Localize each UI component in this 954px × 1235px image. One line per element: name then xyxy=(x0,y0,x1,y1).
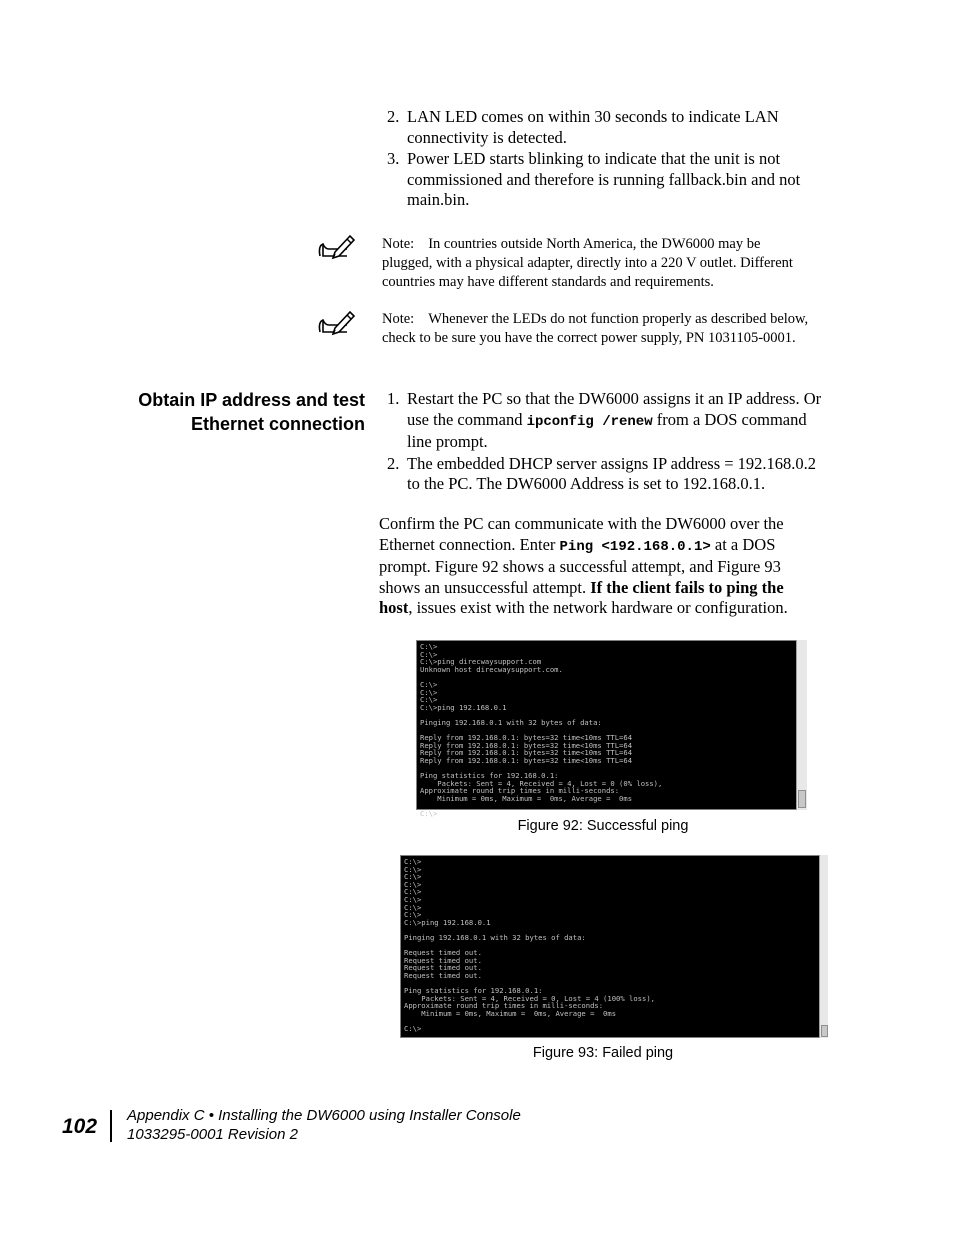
console-output xyxy=(404,858,819,1033)
footer-divider xyxy=(110,1110,112,1142)
console-line: Request timed out. xyxy=(404,963,482,973)
console-line: C:\> xyxy=(404,910,422,920)
console-scrollbar xyxy=(819,855,828,1038)
console-line: C:\> xyxy=(404,1024,422,1034)
console-line: C:\>ping 192.168.0.1 xyxy=(420,702,507,712)
console-screenshot-failed-ping xyxy=(400,855,820,1038)
console-line: C:\> xyxy=(404,879,422,889)
paragraph-text: Confirm the PC can communicate with the DW6000 over the Ethernet connection. Enter xyxy=(379,514,784,554)
note-label: Note: xyxy=(382,311,415,327)
section-heading xyxy=(100,388,365,436)
console-line: Approximate round trip times in milli-seconds: xyxy=(420,786,620,796)
console-line: Reply from 192.168.0.1: bytes=32 time<10ms TTL=64 xyxy=(420,733,633,743)
figure-caption: Figure 93: Failed ping xyxy=(532,1045,674,1061)
console-line: C:\> xyxy=(420,642,438,651)
console-line: Pinging 192.168.0.1 with 32 bytes of data: xyxy=(404,932,586,942)
section-heading-line-2: Ethernet connection xyxy=(190,414,365,434)
list-item-text: LAN LED comes on within 30 seconds to indicate LAN connectivity is detected. xyxy=(407,107,779,147)
console-line: Approximate round trip times in milli-seconds: xyxy=(404,1001,604,1011)
scroll-thumb xyxy=(821,1025,828,1037)
footer-text xyxy=(127,1106,647,1144)
console-line: Request timed out. xyxy=(404,955,482,965)
list-item xyxy=(379,149,824,211)
console-line: C:\> xyxy=(404,864,422,874)
console-line xyxy=(420,673,796,681)
console-line: C:\> xyxy=(420,679,438,689)
pencil-note-icon xyxy=(317,232,357,262)
list-item-number: 1. xyxy=(387,389,400,408)
console-line: Minimum = 0ms, Maximum = 0ms, Average = 0ms xyxy=(420,793,633,803)
console-line: C:\>ping direcwaysupport.com xyxy=(420,657,542,667)
console-line: C:\> xyxy=(420,687,438,697)
pencil-note-icon xyxy=(317,308,357,338)
footer-line-2: 1033295-0001 Revision 2 xyxy=(127,1126,298,1143)
list-item-text: Restart the PC so that the DW6000 assigns it an IP address. Or use the command xyxy=(407,389,822,429)
bold-text: If the client fails to ping the host xyxy=(379,577,784,617)
console-line: C:\> xyxy=(404,902,422,912)
console-line: Minimum = 0ms, Maximum = 0ms, Average = 0ms xyxy=(404,1008,617,1018)
console-line: Request timed out. xyxy=(404,948,482,958)
scroll-thumb xyxy=(798,790,806,808)
note-text: In countries outside North America, the DW6000 may be plugged, with a physical adapter, directly into a 220 V outlet. Different countries may have different standards and requirements. xyxy=(382,236,793,290)
note-2 xyxy=(382,310,812,348)
console-line: Packets: Sent = 4, Received = 0, Lost = 4 (100% loss), xyxy=(404,993,655,1003)
inline-code: ipconfig /renew xyxy=(526,413,653,430)
list-item-number: 2. xyxy=(387,453,400,473)
console-line: C:\>ping 192.168.0.1 xyxy=(404,917,491,927)
console-line: Reply from 192.168.0.1: bytes=32 time<10ms TTL=64 xyxy=(420,755,633,765)
list-item-text: The embedded DHCP server assigns IP address = 192.168.0.2 to the PC. The DW6000 Address is set to 192.168.0.1. xyxy=(407,453,817,493)
list-item-number: 3. xyxy=(387,149,400,168)
list-item-text: Power LED starts blinking to indicate that the unit is not commissioned and therefore is running fallback.bin and not main.bin. xyxy=(407,149,801,209)
body-paragraph xyxy=(379,514,817,619)
console-line: C:\> xyxy=(404,872,422,882)
paragraph-text: at a DOS prompt. Figure 92 shows a successful attempt, and Figure 93 shows an unsuccessful attempt. xyxy=(379,534,781,597)
paragraph-text: , issues exist with the network hardware or configuration. xyxy=(408,598,788,617)
list-item xyxy=(379,107,824,148)
page-number: 102 xyxy=(62,1115,98,1138)
note-text: Whenever the LEDs do not function properly as described below, check to be sure you have the correct power supply, PN 1031105-0001. xyxy=(382,311,809,346)
console-output xyxy=(420,643,796,818)
console-line: C:\> xyxy=(420,695,438,705)
console-line: Unknown host direcwaysupport.com. xyxy=(420,664,563,674)
console-line: Packets: Sent = 4, Received = 4, Lost = 0 (0% loss), xyxy=(420,778,663,788)
list-item-text: from a DOS command line prompt. xyxy=(407,409,807,451)
console-line: Ping statistics for 192.168.0.1: xyxy=(404,986,543,996)
console-screenshot-successful-ping xyxy=(416,640,797,819)
section-steps-list xyxy=(379,389,824,495)
console-line: C:\> xyxy=(404,857,422,866)
figure-caption: Figure 92: Successful ping xyxy=(517,818,689,834)
console-line xyxy=(404,1017,819,1025)
list-item xyxy=(379,454,824,495)
console-line xyxy=(420,802,796,810)
footer-line-1: Appendix C • Installing the DW6000 using Installer Console xyxy=(127,1107,521,1124)
top-steps-list xyxy=(379,107,824,211)
console-line: Request timed out. xyxy=(404,970,482,980)
console-scrollbar xyxy=(796,640,807,810)
list-item-number: 2. xyxy=(387,107,400,126)
list-item xyxy=(379,389,824,453)
console-line: Pinging 192.168.0.1 with 32 bytes of data: xyxy=(420,717,602,727)
console-line: C:\> xyxy=(420,649,438,659)
console-line: C:\> xyxy=(420,809,438,819)
note-1 xyxy=(382,235,812,292)
note-label: Note: xyxy=(382,236,415,252)
console-line: Reply from 192.168.0.1: bytes=32 time<10ms TTL=64 xyxy=(420,740,633,750)
console-line: C:\> xyxy=(404,894,422,904)
console-line: Ping statistics for 192.168.0.1: xyxy=(420,771,559,781)
console-line: Reply from 192.168.0.1: bytes=32 time<10ms TTL=64 xyxy=(420,748,633,758)
section-heading-line-1: Obtain IP address and test xyxy=(138,390,365,410)
inline-code: Ping <192.168.0.1> xyxy=(559,538,711,555)
console-line: C:\> xyxy=(404,887,422,897)
